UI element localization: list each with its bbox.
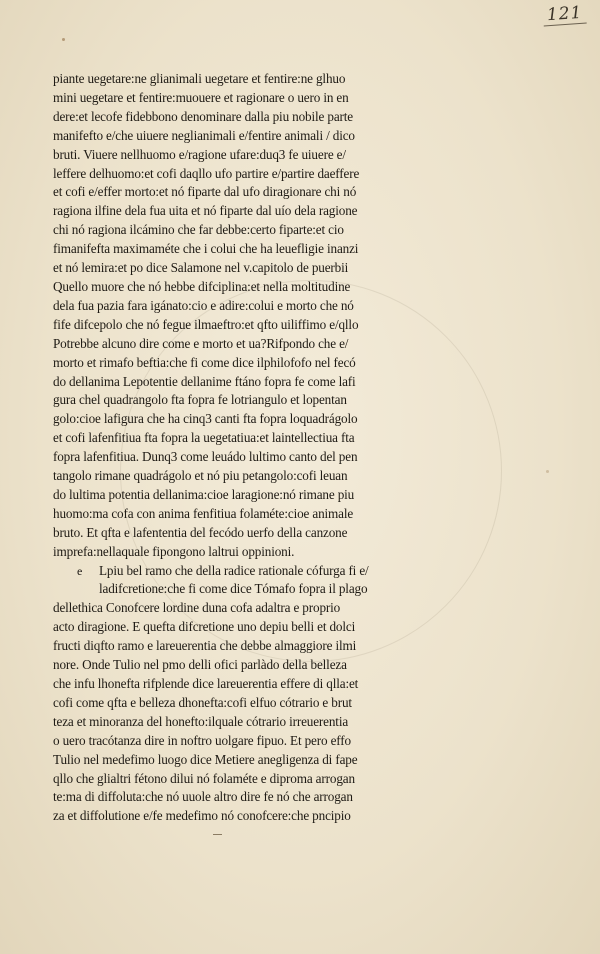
text-line: acto diragione. E quefta difcretione uno depiu belli et dolci (53, 619, 356, 635)
text-line: tangolo rimane quadrágolo et nó piu petangolo:cofi leuan (53, 468, 348, 484)
foxing-spot (62, 38, 65, 41)
text-line: fopra lafenfitiua. Dunq3 come leuádo lultimo canto del pen (53, 449, 358, 465)
text-line: ladifcretione:che fi come dice Tómafo fopra il plago (99, 581, 368, 597)
text-line: za et diffolutione e/fe medefimo nó conofcere:che pncipio (53, 808, 351, 824)
text-line: do dellanima Lepotentie dellanime ftáno fopra fe come lafi (53, 373, 356, 389)
text-line: et nó lemira:et po dice Salamone nel v.capitolo de puerbii (53, 260, 349, 276)
text-line: teza et minoranza del honefto:ilquale cótrario irreuerentia (53, 713, 349, 729)
text-line: Tulio nel medefimo luogo dice Metiere anegligenza di fape (53, 751, 358, 767)
text-column (53, 70, 458, 826)
text-line: nore. Onde Tulio nel pmo delli ofici parlàdo della belleza (53, 657, 347, 673)
text-line: et cofi lafenfitiua fta fopra la uegetatiua:et laintellectiua fta (53, 430, 355, 446)
text-line: dela fua pazia fara igánato:cio e adire:colui e morto che nó (53, 297, 354, 313)
text-line: golo:cioe lafigura che ha cinq3 canti fta fopra loquadrágolo (53, 411, 358, 427)
text-line: fructi diqfto ramo e lareuerentia che debbe almaggiore ilmi (53, 638, 357, 654)
text-line: imprefa:nellaquale fipongono laltrui oppinioni. (53, 543, 295, 559)
text-line: che infu lhonefta rifplende dice lareuerentia effere di qlla:et (53, 676, 359, 691)
text-line: te:ma di diffoluta:che nó uuole altro dire fe nó che arrogan (53, 789, 353, 805)
text-line: Potrebbe alcuno dire come e morto et ua?Rifpondo che e/ (53, 335, 349, 351)
text-line: manifefto e/che uiuere neglianimali e/fentire animali / dico (53, 127, 355, 143)
text-line: o uero tracótanza dire in noftro uolgare fipuo. Et pero effo (53, 732, 351, 748)
foxing-spot (546, 470, 549, 473)
text-line: dere:et lecofe fidebbono denominare dalla piu nobile parte (53, 108, 353, 124)
text-line: chi nó ragiona ilcámino che far debbe:certo fiparte:et cio (53, 222, 344, 238)
text-line: huomo:ma cofa con anima fenfitiua folaméte:cioe animale (53, 505, 354, 521)
text-line: leffere delhuomo:et cofi daqllo ufo partire e/partire daeffere (53, 165, 360, 181)
text-line: dellethica Conofcere lordine duna cofa adaltra e proprio (53, 600, 341, 616)
text-line: fimanifefta maximaméte che i colui che ha leuefligie inanzi (53, 241, 359, 257)
text-line: fife difcepolo che nó fegue ilmaeftro:et qfto uiliffimo e/qllo (53, 316, 359, 332)
text-line: qllo che glialtri fétono dilui nó folaméte e diproma arrogan (53, 770, 355, 786)
text-line: ragiona ilfine dela fua uita et nó fiparte dal uío dela ragione (53, 203, 358, 219)
signature-mark (213, 834, 222, 835)
text-line: bruto. Et qfta e lafententia del fecódo uerfo della canzone (53, 524, 348, 540)
text-line: Quello muore che nó hebbe difciplina:et nella moltitudine (53, 278, 351, 294)
paragraph-start-line (53, 562, 458, 581)
text-line: do lultima potentia dellanima:cioe laragione:nó rimane piu (53, 486, 355, 502)
text-line: morto et rimafo beftia:che fi come dice ilphilofofo nel fecó (53, 354, 356, 370)
text-line: cofi come qfta e belleza dhonefta:cofi elfuo cótrario e brut (53, 694, 352, 710)
guide-letter: e (77, 563, 83, 578)
folio-number: 121 (542, 3, 587, 27)
text-line: gura chel quadrangolo fta fopra fe lotriangulo et lopentan (53, 392, 347, 408)
text-line: Lpiu bel ramo che della radice rationale cófurga fi e/ (99, 562, 369, 578)
text-line: piante uegetare:ne glianimali uegetare et fentire:ne glhuo (53, 71, 346, 86)
text-line: et cofi e/effer morto:et nó fiparte dal ufo diragionare chi nó (53, 184, 357, 200)
text-line: mini uegetare et fentire:muouere et ragionare o uero in en (53, 89, 349, 105)
text-line: bruti. Viuere nellhuomo e/ragione ufare:duq3 fe uiuere e/ (53, 146, 346, 162)
